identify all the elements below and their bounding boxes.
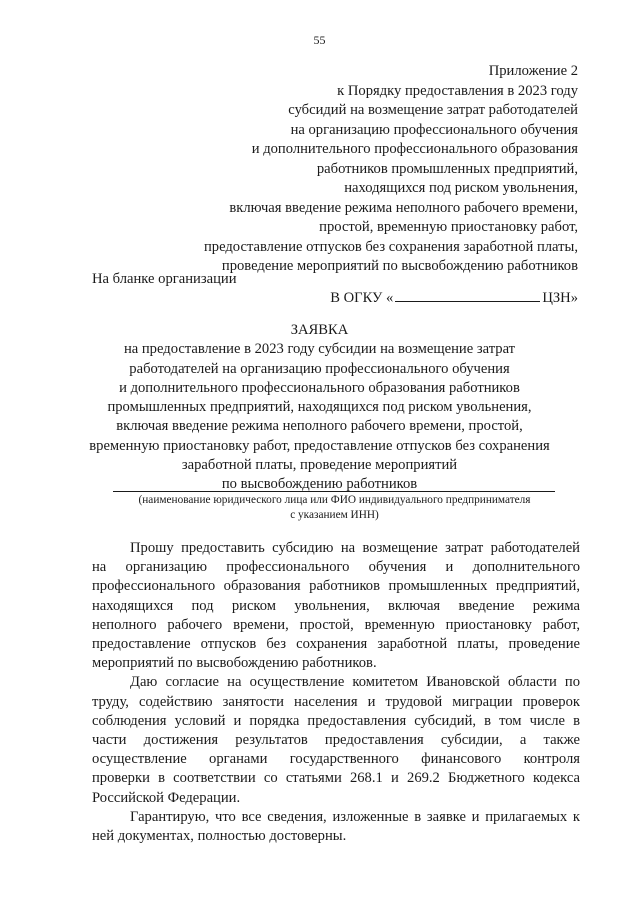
paragraph-line: Гарантирую, что все сведения, изложенные в заявке и прилагаемых к	[130, 808, 580, 825]
addressee-suffix: ЦЗН»	[542, 290, 578, 306]
paragraph-line: находящихся под риском увольнения, включая введение режима	[92, 597, 580, 614]
paragraph-line: Российской Федерации.	[92, 789, 241, 806]
paragraph-line: на организацию профессионального обучения и дополнительного	[92, 559, 580, 576]
appendix-line: к Порядку предоставления в 2023 году	[337, 82, 578, 99]
paragraph-line: проверки в соответствии со статьями 268.1 и 269.2 Бюджетного кодекса	[92, 770, 580, 787]
heading-line: временную приостановку работ, предоставление отпусков без сохранения	[89, 437, 550, 454]
request-paragraph	[92, 539, 580, 673]
heading-line: промышленных предприятий, находящихся под риском увольнения,	[107, 399, 532, 416]
paragraph-line: Прошу предоставить субсидию на возмещение затрат работодателей	[130, 540, 580, 556]
paragraph-line: предоставление отпусков без сохранения заработной платы, проведение	[92, 636, 580, 653]
guarantee-paragraph	[92, 808, 580, 846]
appendix-header	[158, 62, 578, 277]
heading-line: и дополнительного профессионального образования работников	[119, 379, 520, 396]
addressee	[330, 287, 578, 308]
appendix-line: включая введение режима неполного рабочего времени,	[229, 199, 578, 216]
caption-line: с указанием ИНН)	[290, 509, 379, 521]
organization-caption	[92, 493, 577, 523]
paragraph-line: соблюдения условий и порядка предоставления субсидий, в том числе в	[92, 712, 580, 729]
paragraph-line: Даю согласие на осуществление комитетом Ивановской области по	[130, 674, 580, 691]
organization-fill-line	[113, 491, 555, 492]
page-number: 55	[313, 33, 326, 47]
paragraph-line: мероприятий по высвобождению работников.	[92, 655, 377, 672]
letterhead-note: На бланке организации	[92, 271, 237, 287]
paragraph-line: ней документах, полностью достоверны.	[92, 828, 347, 845]
caption-line: (наименование юридического лица или ФИО индивидуального предпринимателя	[138, 494, 531, 506]
heading-line: по высвобождению работников	[221, 476, 418, 493]
heading-line: на предоставление в 2023 году субсидии на возмещение затрат	[123, 341, 516, 358]
heading-line: включая введение режима неполного рабочего времени, простой,	[116, 418, 523, 435]
application-heading	[60, 321, 579, 495]
appendix-line: предоставление отпусков без сохранения заработной платы,	[203, 238, 578, 255]
paragraph-line: части достижения результатов предоставления субсидии, а также	[92, 732, 580, 749]
consent-paragraph	[92, 673, 580, 807]
paragraph-line: труду, содействию занятости населения и трудовой миграции проверок	[92, 693, 580, 710]
appendix-line: субсидий на возмещение затрат работодателей	[288, 102, 578, 118]
appendix-line: Приложение 2	[488, 63, 578, 79]
application-title: ЗАЯВКА	[290, 322, 349, 338]
appendix-line: на организацию профессионального обучения	[290, 121, 578, 138]
appendix-line: работников промышленных предприятий,	[316, 160, 578, 177]
paragraph-line: неполного рабочего времени, простой, временную приостановку работ,	[92, 616, 580, 633]
appendix-line: простой, временную приостановку работ,	[319, 219, 578, 235]
heading-line: работодателей на организацию профессионального обучения	[129, 360, 510, 377]
heading-line: заработной платы, проведение мероприятий	[181, 457, 458, 474]
addressee-fill-line	[395, 287, 540, 302]
appendix-line: находящихся под риском увольнения,	[344, 180, 578, 196]
paragraph-line: профессионального образования работников промышленных предприятий,	[92, 578, 580, 595]
application-body	[92, 539, 580, 846]
appendix-line: проведение мероприятий по высвобождению работников	[221, 258, 578, 274]
addressee-prefix: В ОГКУ «	[330, 290, 394, 306]
appendix-line: и дополнительного профессионального образования	[251, 141, 578, 157]
paragraph-line: осуществление органами государственного финансового контроля	[92, 751, 580, 768]
